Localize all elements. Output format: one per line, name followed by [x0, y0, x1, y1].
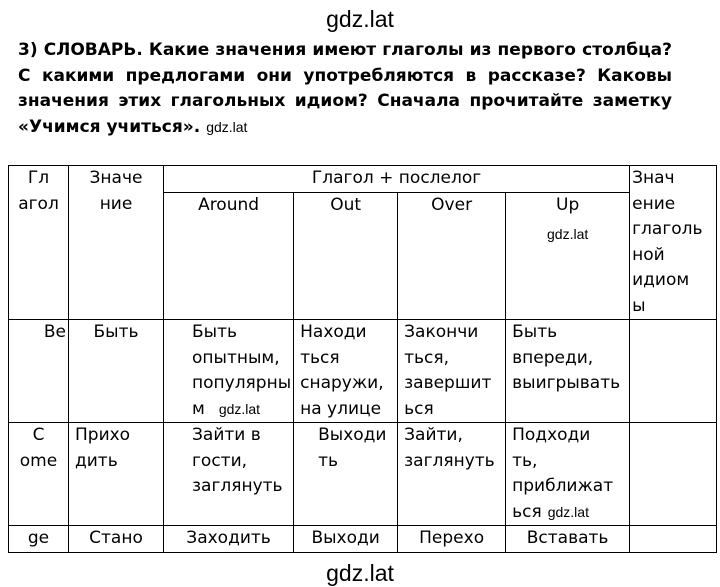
row-around: Зайти в гости, заглянуть	[164, 423, 294, 526]
header-out: Out	[294, 192, 398, 319]
row-verb: C ome	[9, 423, 69, 526]
row-verb: ge	[9, 526, 69, 553]
row-around-cell	[164, 320, 294, 423]
row-up: Подходи ть, приближат ься	[512, 425, 614, 522]
header-up-cell	[506, 192, 630, 319]
table-row	[9, 320, 717, 423]
row-around: Быть опытным, популярны м	[192, 322, 292, 419]
row-idiom	[630, 423, 717, 526]
watermark-top: gdz.lat	[326, 6, 394, 32]
watermark-in-header: gdz.lat	[547, 226, 589, 243]
row-out: Выходи ть	[294, 423, 398, 526]
row-idiom	[630, 526, 717, 553]
table-row	[9, 526, 717, 553]
vocabulary-table	[8, 165, 717, 553]
task-body: 3) СЛОВАРЬ. Какие значения имеют глаголы из первого столбца? С какими предлогами они употребляются в рассказе? Каковы значения этих глагольных идиом? Сначала прочитайте заметку «Учимся учиться».	[18, 40, 672, 137]
row-idiom	[630, 320, 717, 423]
watermark-bottom: gdz.lat	[326, 560, 394, 586]
header-idiom-meaning: Знач ение глаголь ной идиом ы	[630, 166, 717, 320]
row-out: Выходи	[294, 526, 398, 553]
row-out: Находи ться снаружи, на улице	[294, 320, 398, 423]
header-verb: Гл агол	[9, 166, 69, 320]
row-verb: Be	[9, 320, 69, 423]
task-text	[18, 38, 672, 140]
row-around: Заходить	[164, 526, 294, 553]
header-around: Around	[164, 192, 294, 319]
header-meaning: Значе ние	[69, 166, 164, 320]
watermark-in-row: gdz.lat	[218, 400, 261, 417]
watermark-inline-task: gdz.lat	[206, 118, 248, 135]
row-up: Вставать	[506, 526, 630, 553]
table-row	[9, 423, 717, 526]
header-up: Up	[556, 194, 580, 215]
watermark-in-row: gdz.lat	[547, 503, 589, 520]
row-over: Закончи ться, завершит ься	[398, 320, 506, 423]
row-meaning: Быть	[69, 320, 164, 423]
row-up: Быть впереди, выигрывать	[506, 320, 630, 423]
row-over: Перехо	[398, 526, 506, 553]
row-up-cell	[506, 423, 630, 526]
header-over: Over	[398, 192, 506, 319]
header-verb-postposition: Глагол + послелог	[164, 166, 630, 193]
row-meaning: Стано	[69, 526, 164, 553]
row-over: Зайти, заглянуть	[398, 423, 506, 526]
header-row-1	[9, 166, 717, 193]
row-meaning: Прихо дить	[69, 423, 164, 526]
